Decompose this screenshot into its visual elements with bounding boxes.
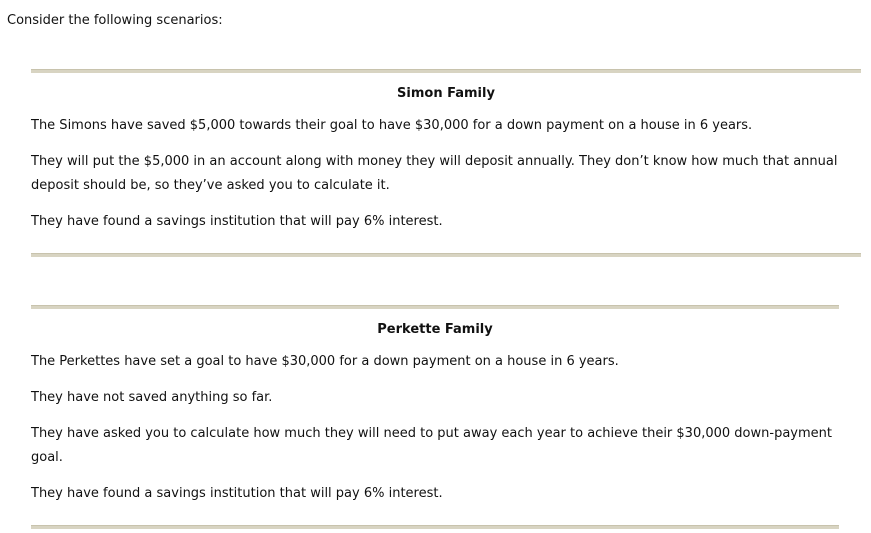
scenario-paragraph: They have not saved anything so far. [31, 390, 273, 405]
top-divider [31, 69, 861, 73]
scenario-paragraph: The Simons have saved $5,000 towards their goal to have $30,000 for a down payment on a house in 6 years. [31, 118, 753, 133]
top-divider [31, 305, 839, 309]
scenario-paragraph: They will put the $5,000 in an account along with money they will deposit annually. They don’t know how much that annual deposit should be, so they’ve asked you to calculate it. [31, 154, 838, 193]
scenario-perkette-family [31, 305, 839, 529]
scenario-paragraph: They have asked you to calculate how much they will need to put away each year to achieve their $30,000 down-payment goal. [31, 426, 832, 465]
scenario-paragraph: They have found a savings institution that will pay 6% interest. [31, 486, 443, 501]
scenario-paragraph: The Perkettes have set a goal to have $30,000 for a down payment on a house in 6 years. [31, 354, 619, 369]
scenario-title: Simon Family [397, 86, 495, 101]
scenario-simon-family [31, 69, 861, 257]
scenario-title: Perkette Family [377, 322, 493, 337]
intro-text: Consider the following scenarios: [7, 13, 223, 28]
scenario-paragraph: They have found a savings institution that will pay 6% interest. [31, 214, 443, 229]
bottom-divider [31, 253, 861, 257]
bottom-divider [31, 525, 839, 529]
